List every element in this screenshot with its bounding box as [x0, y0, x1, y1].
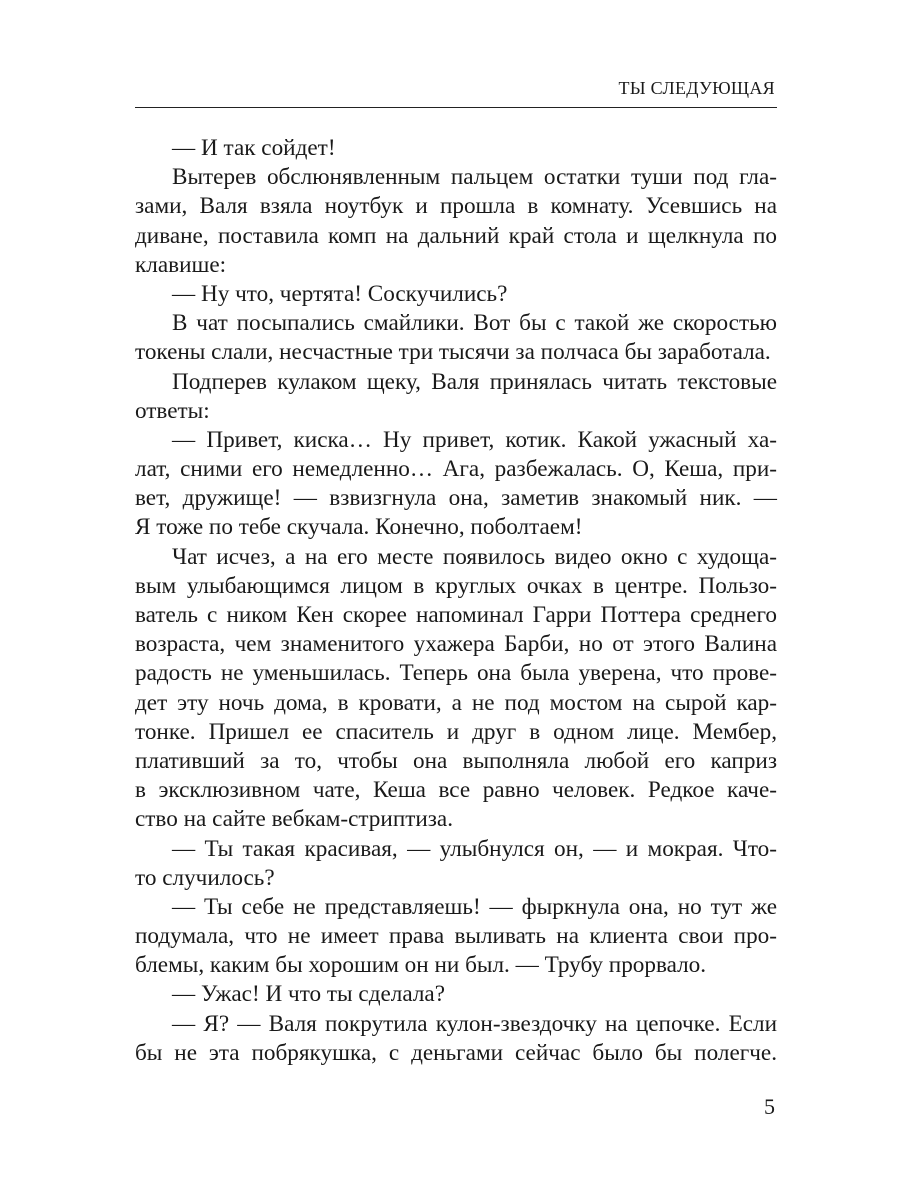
- text-line: ство на сайте вебкам-стриптиза.: [135, 806, 454, 833]
- text-line: возраста, чем знаменитого ухажера Барби, но от этого Валина: [135, 631, 777, 658]
- text-line: лат, сними его немедленно… Ага, разбежалась. О, Кеша, при-: [135, 456, 777, 483]
- text-line: бы не эта побрякушка, с деньгами сейчас было бы полегче.: [135, 1039, 777, 1066]
- text-line: — Ты себе не представляешь! — фыркнула она, но тут же: [172, 893, 777, 920]
- running-head: ТЫ СЛЕДУЮЩАЯ: [618, 78, 775, 98]
- text-line: Чат исчез, а на его месте появилось видео окно с худоща-: [172, 543, 777, 570]
- text-line: в эксклюзивном чате, Кеша все равно человек. Редкое каче-: [135, 777, 777, 804]
- text-line: Вытерев обслюнявленным пальцем остатки туши под гла-: [172, 164, 777, 191]
- text-line: то случилось?: [135, 864, 275, 891]
- text-line: В чат посыпались смайлики. Вот бы с такой же скоростью: [172, 310, 777, 337]
- text-line: вым улыбающимся лицом в круглых очках в центре. Пользо-: [135, 572, 777, 599]
- text-line: зами, Валя взяла ноутбук и прошла в комнату. Усевшись на: [135, 193, 777, 220]
- text-line: дет эту ночь дома, в кровати, а не под мостом на сырой кар-: [135, 689, 777, 716]
- text-line: Я тоже по тебе скучала. Конечно, поболтаем!: [135, 514, 583, 541]
- text-line: подумала, что не имеет права выливать на клиента свои про-: [135, 923, 777, 950]
- text-line: диване, поставила комп на дальний край стола и щелкнула по: [135, 222, 777, 249]
- text-line: радость не уменьшилась. Теперь она была уверена, что прове-: [135, 660, 777, 687]
- text-line: блемы, каким бы хорошим он ни был. — Трубу прорвало.: [135, 952, 707, 979]
- text-line: токены слали, несчастные три тысячи за полчаса бы заработала.: [135, 339, 771, 366]
- text-line: — И так сойдет!: [172, 135, 336, 161]
- text-line: плативший за то, чтобы она выполняла любой его каприз: [135, 747, 777, 774]
- text-line: тонке. Пришел ее спаситель и друг в одном лице. Мембер,: [135, 718, 777, 745]
- text-line: — Ты такая красивая, — улыбнулся он, — и мокрая. Что-: [172, 835, 777, 862]
- text-line: — Ужас! И что ты сделала?: [172, 981, 446, 1008]
- text-line: — Я? — Валя покрутила кулон-звездочку на цепочке. Если: [172, 1010, 777, 1037]
- text-line: вет, дружище! — взвизгнула она, заметив знакомый ник. —: [135, 485, 777, 512]
- text-line: ответы:: [135, 397, 210, 424]
- text-line: — Привет, киска… Ну привет, котик. Какой ужасный ха-: [172, 426, 777, 453]
- text-line: — Ну что, чертята! Соскучились?: [172, 280, 508, 307]
- text-line: Подперев кулаком щеку, Валя принялась читать текстовые: [172, 368, 777, 395]
- body-text: [135, 134, 777, 1068]
- page-number: 5: [764, 1094, 775, 1119]
- header-rule: [135, 107, 777, 108]
- text-line: ватель с ником Кен скорее напоминал Гарри Поттера среднего: [135, 602, 777, 628]
- text-line: клавише:: [135, 251, 227, 278]
